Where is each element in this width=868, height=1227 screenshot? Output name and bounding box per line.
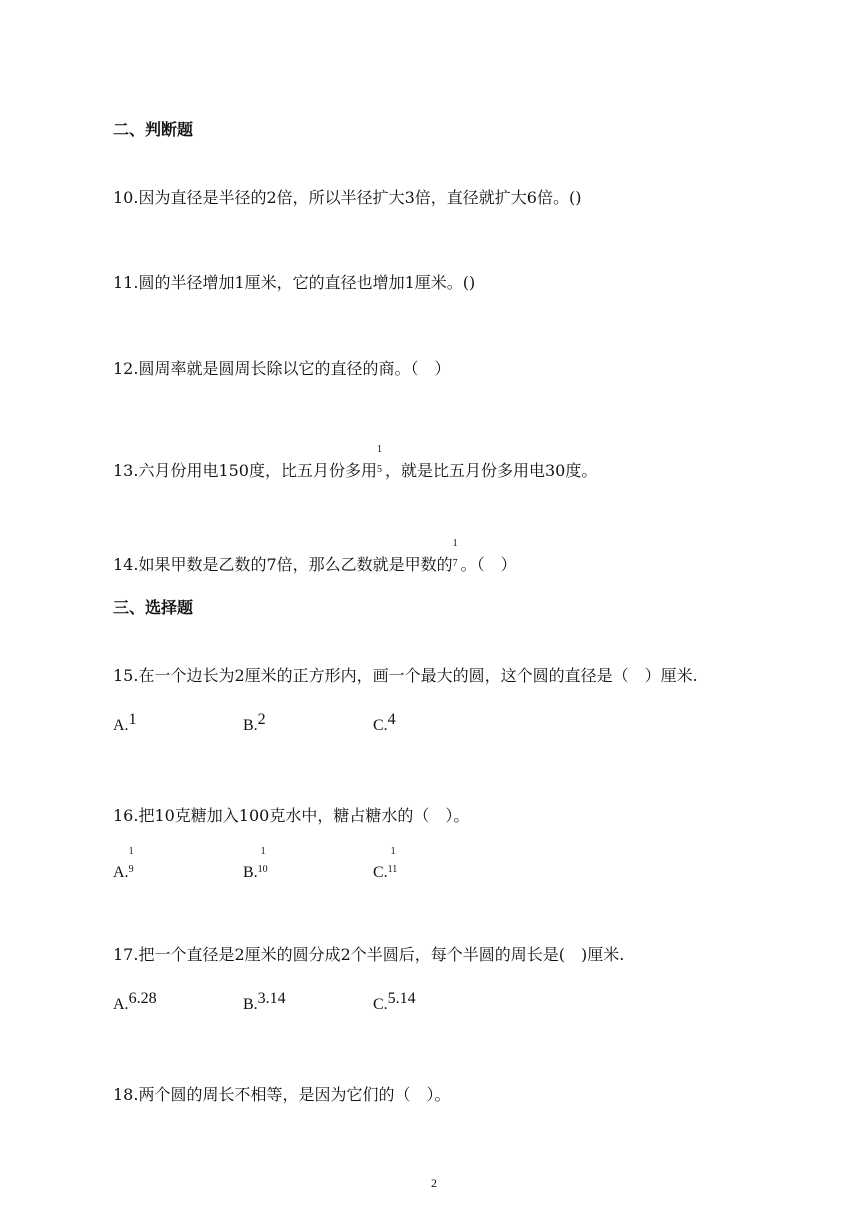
option-c-fraction: 1 11 — [387, 846, 398, 875]
question-14 — [113, 538, 517, 577]
option-c: C.4 — [373, 711, 396, 734]
question-13 — [113, 444, 598, 483]
page-number: 2 — [431, 1176, 437, 1190]
fraction-denominator: 7 — [452, 558, 458, 569]
question-14-text-after: 。（ ） — [460, 555, 517, 574]
question-13-text-after: ，就是比五月份多用电30度。 — [385, 461, 598, 480]
option-b-fraction: 1 10 — [257, 846, 268, 875]
option-a-fraction: 1 9 — [128, 846, 134, 875]
question-11: 11.圆的半径增加1厘米，它的直径也增加1厘米。() — [113, 273, 476, 292]
fraction-numerator: 1 — [377, 444, 382, 455]
question-14-fraction — [452, 538, 461, 577]
question-13-fraction — [377, 444, 385, 483]
section-title-judge: 二、判断题 — [113, 120, 194, 139]
option-c: C.5.14 — [373, 990, 416, 1013]
option-a: A.6.28 — [113, 990, 157, 1013]
option-b: B.3.14 — [243, 990, 286, 1013]
option-b: B. 1 10 — [243, 861, 272, 885]
question-15: 15.在一个边长为2厘米的正方形内，画一个最大的圆，这个圆的直径是（ ）厘米. — [113, 666, 698, 685]
option-a: A. 1 9 — [113, 861, 137, 885]
option-c: C. 1 11 — [373, 861, 402, 885]
question-10: 10.因为直径是半径的2倍，所以半径扩大3倍，直径就扩大6倍。() — [113, 188, 582, 207]
question-14-text-before: 14.如果甲数是乙数的7倍，那么乙数就是甲数的 — [113, 555, 453, 574]
fraction-numerator: 1 — [452, 538, 458, 549]
question-16: 16.把10克糖加入100克水中，糖占糖水的（ ）。 — [113, 806, 470, 825]
question-17: 17.把一个直径是2厘米的圆分成2个半圆后，每个半圆的周长是( )厘米. — [113, 945, 625, 964]
question-12: 12.圆周率就是圆周长除以它的直径的商。（ ） — [113, 359, 451, 378]
section-title-choice: 三、选择题 — [113, 598, 194, 617]
fraction-denominator: 5 — [377, 464, 382, 475]
option-a: A.1 — [113, 711, 137, 734]
option-b: B.2 — [243, 711, 266, 734]
question-13-text-before: 13.六月份用电150度，比五月份多用 — [113, 461, 377, 480]
question-18: 18.两个圆的周长不相等，是因为它们的（ ）。 — [113, 1085, 451, 1104]
